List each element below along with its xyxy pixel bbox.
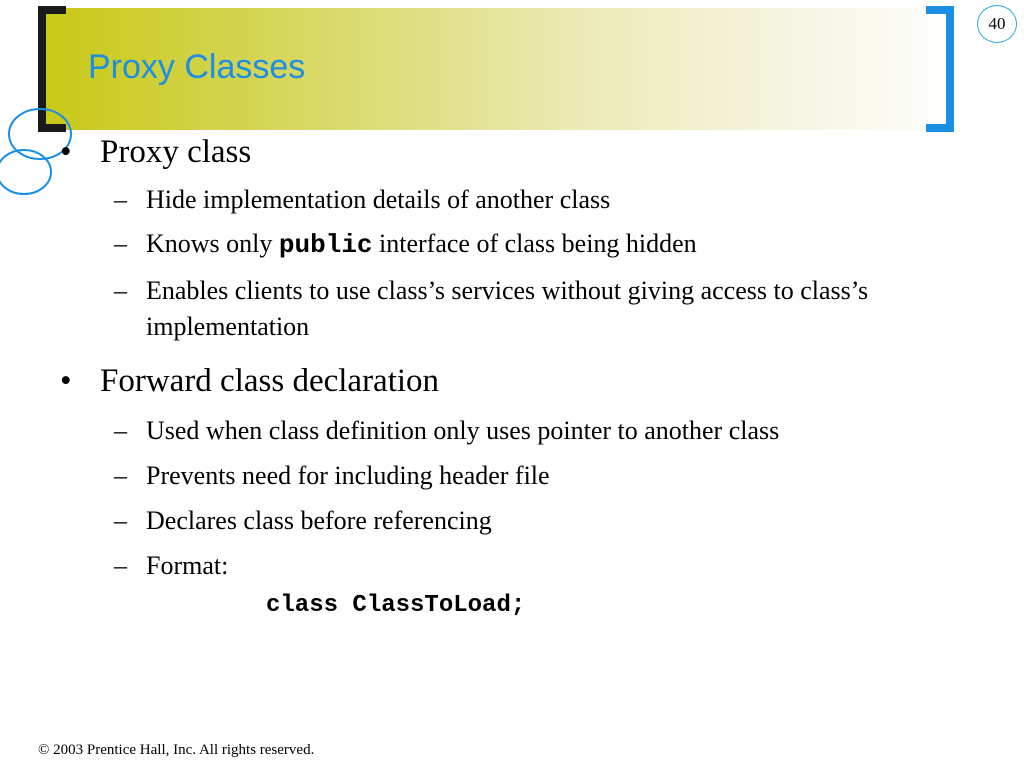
dash-mark: – <box>114 461 127 490</box>
sub-bullet-text: Used when class definition only uses pointer to another class <box>146 416 780 445</box>
bullet-mark: • <box>60 134 72 170</box>
bullet-text: Forward class declaration <box>100 363 440 399</box>
sub-bullet-text: Hide implementation details of another class <box>146 185 611 214</box>
right-bracket-icon <box>926 10 950 128</box>
dash-mark: – <box>114 276 127 305</box>
text-after-keyword: interface of class being hidden <box>372 229 697 258</box>
sub-bullet-text <box>146 226 934 263</box>
copyright-footer: © 2003 Prentice Hall, Inc. All rights reserved. <box>38 742 315 758</box>
code-example: class ClassToLoad; <box>266 592 526 619</box>
bullet-mark: • <box>60 363 72 399</box>
dash-mark: – <box>114 551 127 580</box>
dash-mark: – <box>114 229 127 258</box>
slide-title: Proxy Classes <box>88 48 306 86</box>
sub-bullet-item <box>114 273 934 345</box>
sub-bullet-item <box>114 458 934 494</box>
sub-bullet-text: Format: <box>146 551 229 580</box>
sub-bullet-item <box>114 548 934 584</box>
keyword-code: public <box>278 230 373 260</box>
sub-bullet-text: Prevents need for including header file <box>146 461 550 490</box>
sub-bullet-text: Enables clients to use class’s services without giving access to class’s implementation <box>146 276 869 341</box>
text-before-keyword: Knows only <box>146 229 279 258</box>
dash-mark: – <box>114 416 127 445</box>
sub-bullet-item <box>114 226 934 263</box>
sub-bullet-item <box>114 182 934 218</box>
page-number: 40 <box>977 5 1017 43</box>
bullet-text: Proxy class <box>100 134 252 170</box>
dash-mark: – <box>114 185 127 214</box>
sub-bullet-item <box>114 503 934 539</box>
sub-bullet-text: Declares class before referencing <box>146 506 492 535</box>
sub-bullet-item <box>114 413 934 449</box>
dash-mark: – <box>114 506 127 535</box>
